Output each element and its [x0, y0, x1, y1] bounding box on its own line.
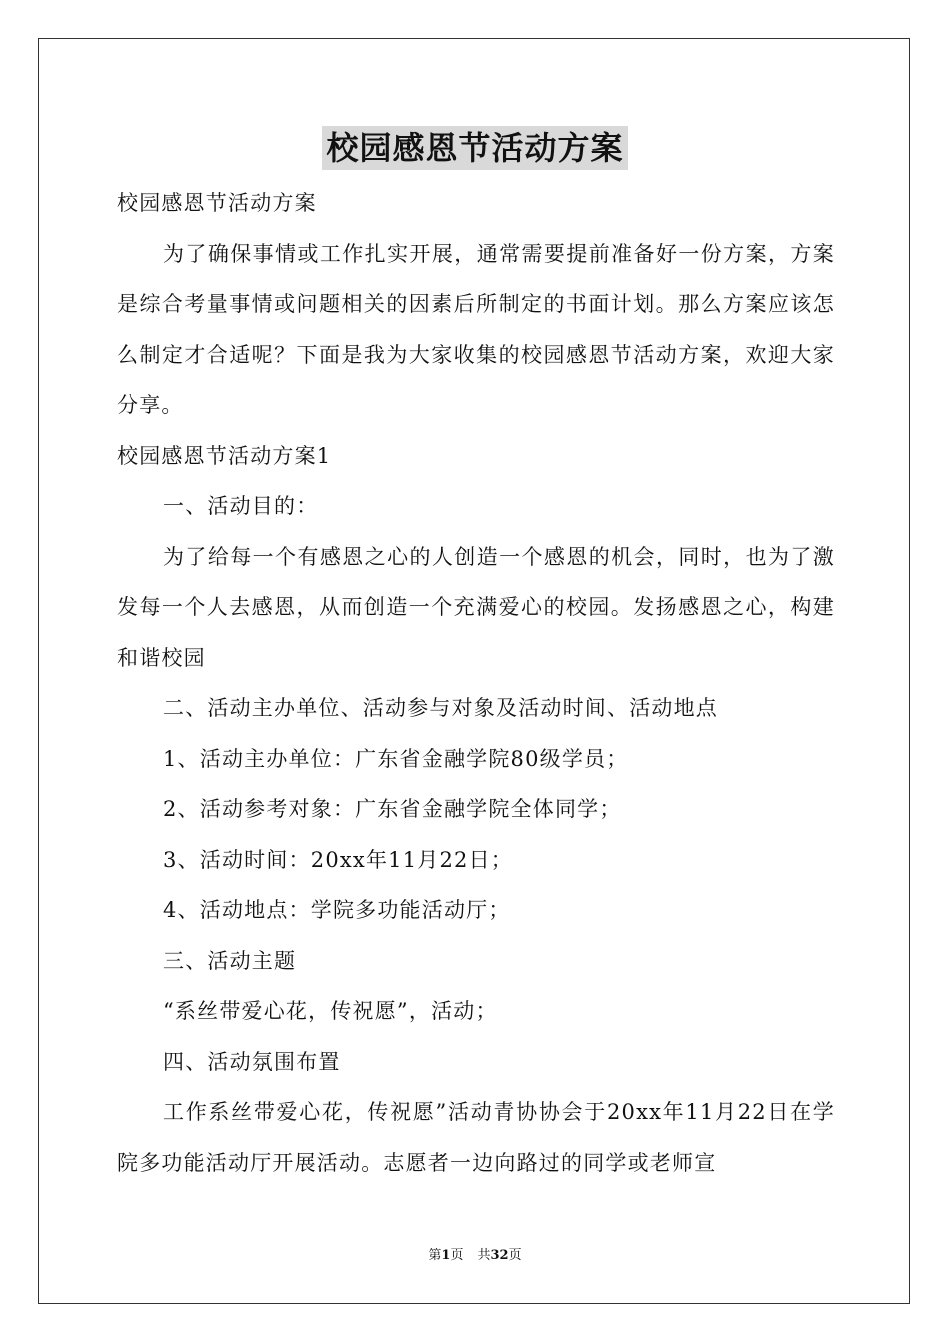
page-total: 32	[490, 1248, 509, 1263]
paragraph: 为了确保事情或工作扎实开展，通常需要提前准备好一份方案，方案是综合考量事情或问题相关的因素后所制定的书面计划。那么方案应该怎么制定才合适呢？下面是我为大家收集的校园感恩节活动方案，欢迎大家分享。	[117, 241, 835, 417]
page-prefix: 第	[428, 1248, 442, 1263]
section-heading: 校园感恩节活动方案1	[117, 443, 332, 468]
document-title: 校园感恩节活动方案	[322, 126, 627, 170]
paragraph: 三、活动主题	[163, 948, 297, 973]
document-title-block	[0, 126, 950, 170]
paragraph: 为了给每一个有感恩之心的人创造一个感恩的机会，同时，也为了激发每一个人去感恩，从而创造一个充满爱心的校园。发扬感恩之心，构建和谐校园	[117, 544, 835, 670]
paragraph: 校园感恩节活动方案	[117, 191, 317, 215]
paragraph: 1、活动主办单位：广东省金融学院80级学员；	[163, 746, 629, 771]
total-suffix: 页	[508, 1248, 522, 1263]
paragraph: “系丝带爱心花，传祝愿”，活动；	[163, 999, 498, 1023]
page-current: 1	[441, 1248, 451, 1263]
paragraph: 3、活动时间：20xx年11月22日；	[163, 847, 514, 872]
total-prefix: 共	[477, 1248, 491, 1263]
paragraph: 工作系丝带爱心花，传祝愿”活动青协协会于20xx年11月22日在学院多功能活动厅开展活动。志愿者一边向路过的同学或老师宣	[117, 1100, 835, 1175]
page-suffix: 页	[450, 1248, 464, 1263]
paragraph: 4、活动地点：学院多功能活动厅；	[163, 898, 511, 922]
paragraph: 二、活动主办单位、活动参与对象及活动时间、活动地点	[163, 696, 718, 720]
paragraph: 一、活动目的：	[163, 494, 319, 518]
page-footer	[0, 1246, 950, 1266]
document-body	[117, 178, 835, 1188]
paragraph: 四、活动氛围布置	[163, 1049, 341, 1074]
paragraph: 2、活动参考对象：广东省金融学院全体同学；	[163, 797, 622, 821]
